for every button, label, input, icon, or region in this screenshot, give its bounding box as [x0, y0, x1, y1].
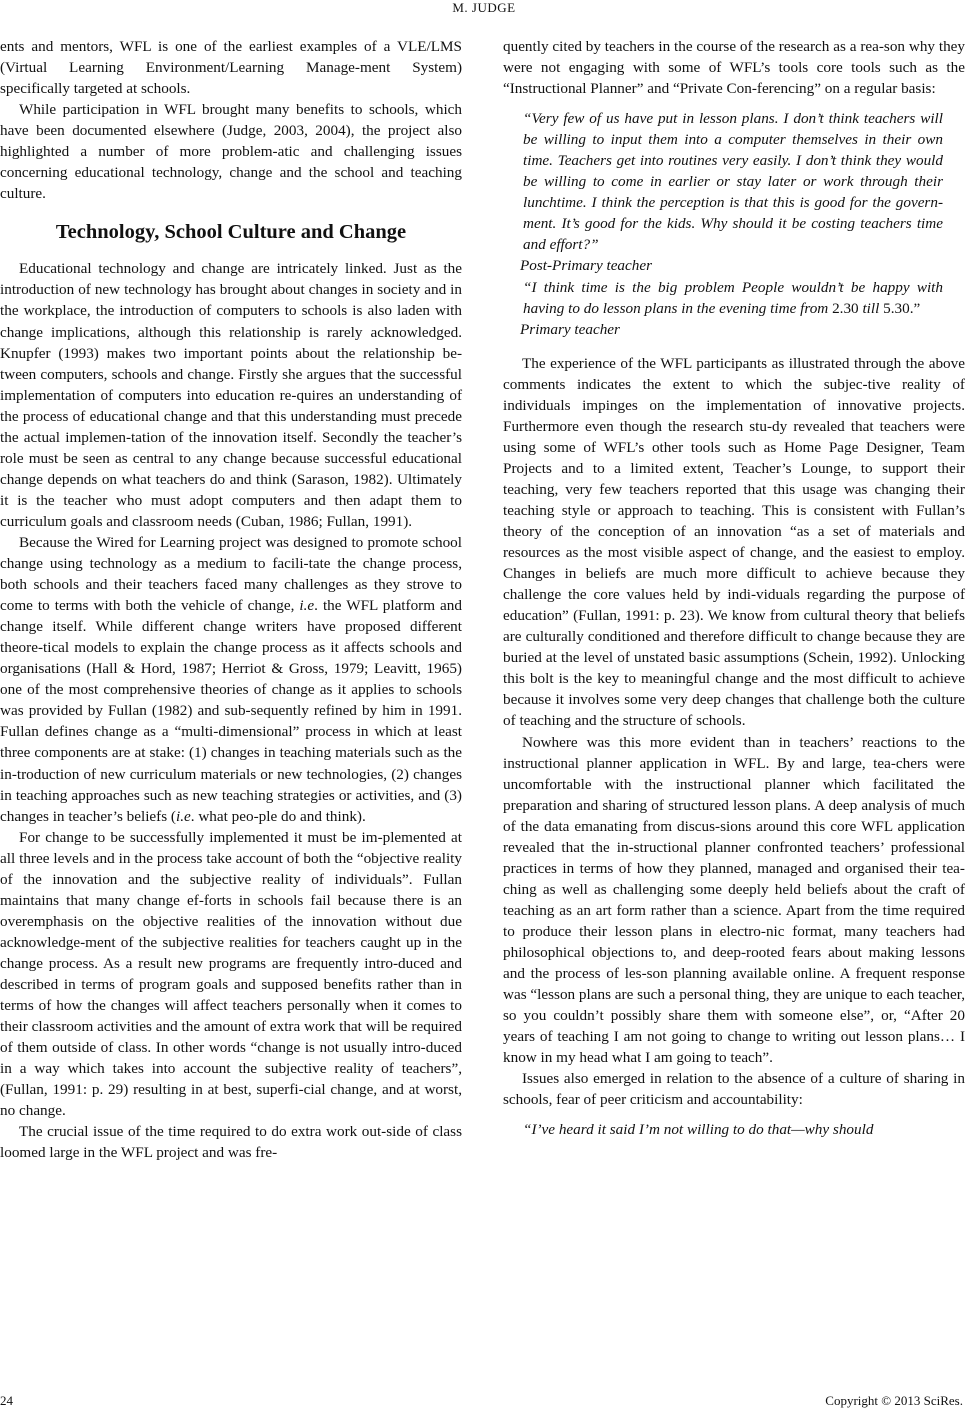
page-number: 24 [0, 1393, 13, 1408]
paragraph: Educational technology and change are intricately linked. Just as the introduction of new technology has brought about changes in society and in the workplace, the introduction of computers to schools is also laden with change implications, although this relationship is rarely acknowledged. Knupfer (1993) makes two important points about the relationship be-tween computers, schools and change. Firstly she argues that the successful implementation of computers into education re-quires an understanding of the process of educational change and that this understanding must precede the actual implemen-tation of the innovation itself. Secondly the teacher’s role must be seen as central to any change because successful educational change depends on what teachers do and think (Sarason, 1982). Ultimately it is the teacher who must adopt computers and then adapt them to curriculum goals and classroom needs (Cuban, 1986; Fullan, 1991). [0, 260, 462, 530]
quote-attribution: Post-Primary teacher [520, 257, 653, 275]
text-run: till [858, 299, 884, 317]
italic-abbrev: i.e [175, 807, 191, 825]
section-heading: Technology, School Culture and Change [55, 221, 407, 244]
text-run: . what peo-ple do and think). [190, 807, 366, 825]
text-run: “I think time is the big problem People wouldn’t be happy with having to do lesson plans in the evening time from [523, 278, 943, 317]
text-run: . the WFL platform and change itself. While different change writers have proposed different theore-tical models to explain the change process as it affects schools and organisations (Hall & Hord, 1987; Herriot & Gross, 1979; Leavitt, 1965) one of the most comprehensive theories of change as it applies to schools was provided by Fullan (1982) and sub-sequently refined by him in 1991. Fullan defines change as a “multi-dimensional” process in which at least three components are at stake: (1) changes in teaching materials such as the in-troduction of new curriculum materials or new technologies, (2) changes in teaching approaches such as new teaching strategies or activities, and (3) changes in teacher’s beliefs ( [0, 597, 462, 825]
left-column [0, 36, 462, 1163]
italic-abbrev: i.e [299, 597, 315, 615]
time-value: 2.30 [832, 299, 859, 317]
text-run: Because the Wired for Learning project was designed to promote school change using technology as a medium to facili-tate the change process, both schools and their teachers faced many challenges as they strove to come to terms with both the vehicle of change, [0, 533, 462, 615]
block-quote [523, 1119, 945, 1140]
quote-text: “Very few of us have put in lesson plans. I don’t think teachers will be willing to input them into a computer themselves in their own time. Teachers get into routines very easily. I don’t think they would be willing to come in earlier or stay later or work through their lunchtime. I think the perception is that this is good for the govern-ment. It’s good for the kids. Why should it be costing teachers time and effort?” [523, 110, 943, 254]
paragraph: The experience of the WFL participants as illustrated through the above comments indicates the extent to which the subjec-tive reality of individuals impinges on the implementation of innovative projects. Furthermore even though the research stu-dy revealed that teachers were using some of WFL’s other tools such as Home Page Designer, Team Projects and to a limited extent, Teacher’s Lounge, to support their teaching, very few teachers reported that this usage was changing their teaching style or approach to teaching. This is consistent with Fullan’s theory of the conception of an innovation “as a set of materials and resources as the most visible aspect of change, and the easiest to employ. Changes in beliefs are much more difficult to achieve because they challenge the core values held by indi-viduals regarding the purpose of education” (Fullan, 1991: p. 23). We know from cultural theory that beliefs are culturally conditioned and therefore difficult to change because they are buried at the level of unstated basic assumptions (Schein, 1992). Unlocking this bolt is the key to meaningful change and the most difficult to achieve because it involves some very deep changes that challenge both the culture of teaching and the structure of schools. [503, 354, 965, 730]
quote-text [523, 277, 945, 319]
block-quote [520, 108, 945, 340]
paragraph: For change to be successfully implemented it must be im-plemented at all three levels and in the process take account of both the “objective reality of the innovation and the subjective reality of individuals”. Fullan maintains that many change ef-forts in schools fail because there is an overemphasis on the objective realities of the innovation without due acknowledge-ment of the subjective realities for teachers caught up in the change process. As a result new programs are frequently intro-duced and described in terms of program goals and supposed benefits rather than in terms of how the changes will affect teachers personally when it comes to their classroom activities and the amount of extra work that will be required of them outside of class. In other words “change is not usually intro-duced in a way which takes into account the subjective reality of teachers”, (Fullan, 1991: p. 29) resulting in at best, superfi-cial change, and at worst, no change. [0, 828, 462, 1120]
copyright-notice: Copyright © 2013 SciRes. [825, 1393, 963, 1408]
paragraph: The crucial issue of the time required to do extra work out-side of class loomed large in the WFL project and was fre- [0, 1123, 462, 1162]
paragraph: quently cited by teachers in the course of the research as a rea-son why they were not engaging with some of WFL’s tools core tools such as the “Instructional Planner” and “Private Con-ferencing” on a regular basis: [503, 38, 965, 98]
paragraph: Nowhere was this more evident than in teachers’ reactions to the instructional planner application in WFL. By and large, tea-chers were uncomfortable with the instructional planner which facilitated the preparation and sharing of structured lesson plans. A deep analysis of much of the data emanating from discus-sions around this core WFL application revealed that the in-structional planner confronted teachers’ professional practices in terms of how they planned, managed and organised their tea-ching as well as challenging some deeply held beliefs about the craft of teaching as an art form rather than a science. Apart from the time required to produce their lesson plans in electro-nic format, many teachers had philosophical objections to, and deep-rooted fears about making lessons and the process of les-son planning available online. A frequent response was “lesson plans are such a personal thing, they are unique to each teacher, so you couldn’t possibly share them with someone else”, or, “After 20 years of teaching I am not going to change to writing out lesson plans… I know in my head what I am going to teach”. [503, 733, 966, 1067]
quote-attribution: Primary teacher [520, 320, 620, 338]
paragraph: Issues also emerged in relation to the absence of a culture of sharing in schools, fear of peer criticism and accountability: [503, 1070, 965, 1109]
quote-text: “I’ve heard it said I’m not willing to do that—why should [523, 1121, 874, 1139]
time-value: 5.30.” [883, 299, 921, 317]
running-head: M. JUDGE [452, 0, 516, 15]
paragraph [0, 532, 462, 827]
right-column [503, 36, 965, 1140]
paragraph: While participation in WFL brought many benefits to schools, which have been documented elsewhere (Judge, 2003, 2004), the project also highlighted a number of more problem-atic and challenging issues concerning educational technology, change and the school and teaching culture. [0, 101, 462, 203]
paragraph: ents and mentors, WFL is one of the earliest examples of a VLE/LMS (Virtual Learning Environment/Learning Manage-ment System) specifically targeted at schools. [0, 38, 462, 98]
